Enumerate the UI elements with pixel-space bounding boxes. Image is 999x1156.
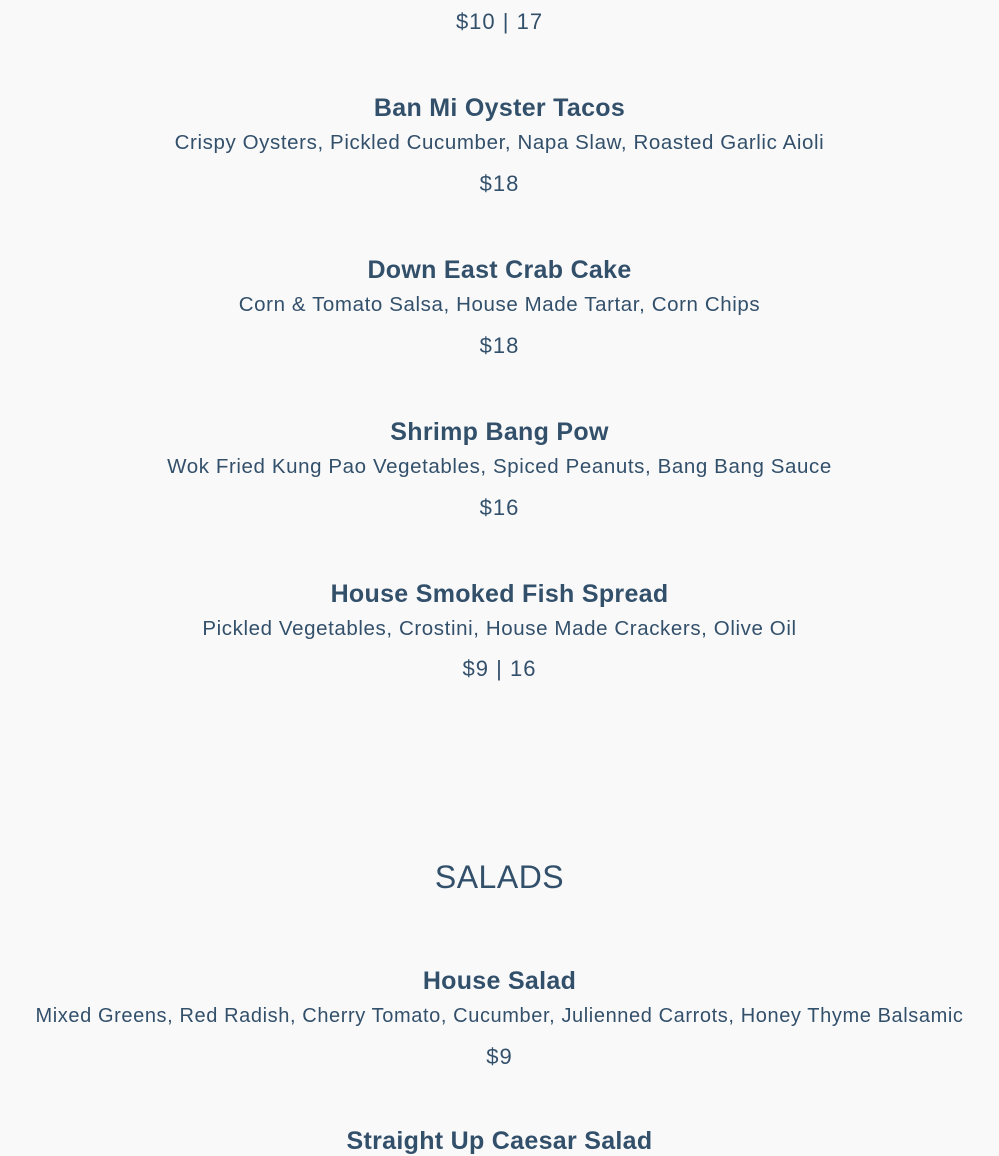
menu-item-name: Down East Crab Cake [367, 256, 632, 284]
menu-item-price: $18 [479, 333, 520, 358]
menu-item-description: Crispy Oysters, Pickled Cucumber, Napa Slaw, Roasted Garlic Aioli [174, 131, 825, 154]
menu-item-name: House Smoked Fish Spread [330, 580, 669, 608]
menu-item-description: Corn & Tomato Salsa, House Made Tartar, Corn Chips [238, 293, 761, 316]
menu-item-price: $9 | 16 [462, 656, 537, 681]
menu-item-name: House Salad [422, 967, 577, 995]
menu-item-price: $18 [479, 171, 520, 196]
section-title-salads: SALADS [434, 859, 565, 895]
menu-item-name: Shrimp Bang Pow [390, 418, 609, 446]
menu-item-description: Pickled Vegetables, Crostini, House Made Crackers, Olive Oil [202, 617, 797, 640]
menu-item-description: Mixed Greens, Red Radish, Cherry Tomato, Cucumber, Julienned Carrots, Honey Thyme Balsamic [35, 1005, 964, 1027]
menu-item-price: $16 [479, 495, 520, 520]
menu-item-name: Ban Mi Oyster Tacos [373, 94, 626, 122]
menu-item-price: $10 | 17 [455, 9, 544, 34]
menu-item-name: Straight Up Caesar Salad [346, 1127, 653, 1155]
menu-item-description: Wok Fried Kung Pao Vegetables, Spiced Peanuts, Bang Bang Sauce [167, 455, 832, 478]
menu-item-price: $9 [486, 1044, 513, 1069]
